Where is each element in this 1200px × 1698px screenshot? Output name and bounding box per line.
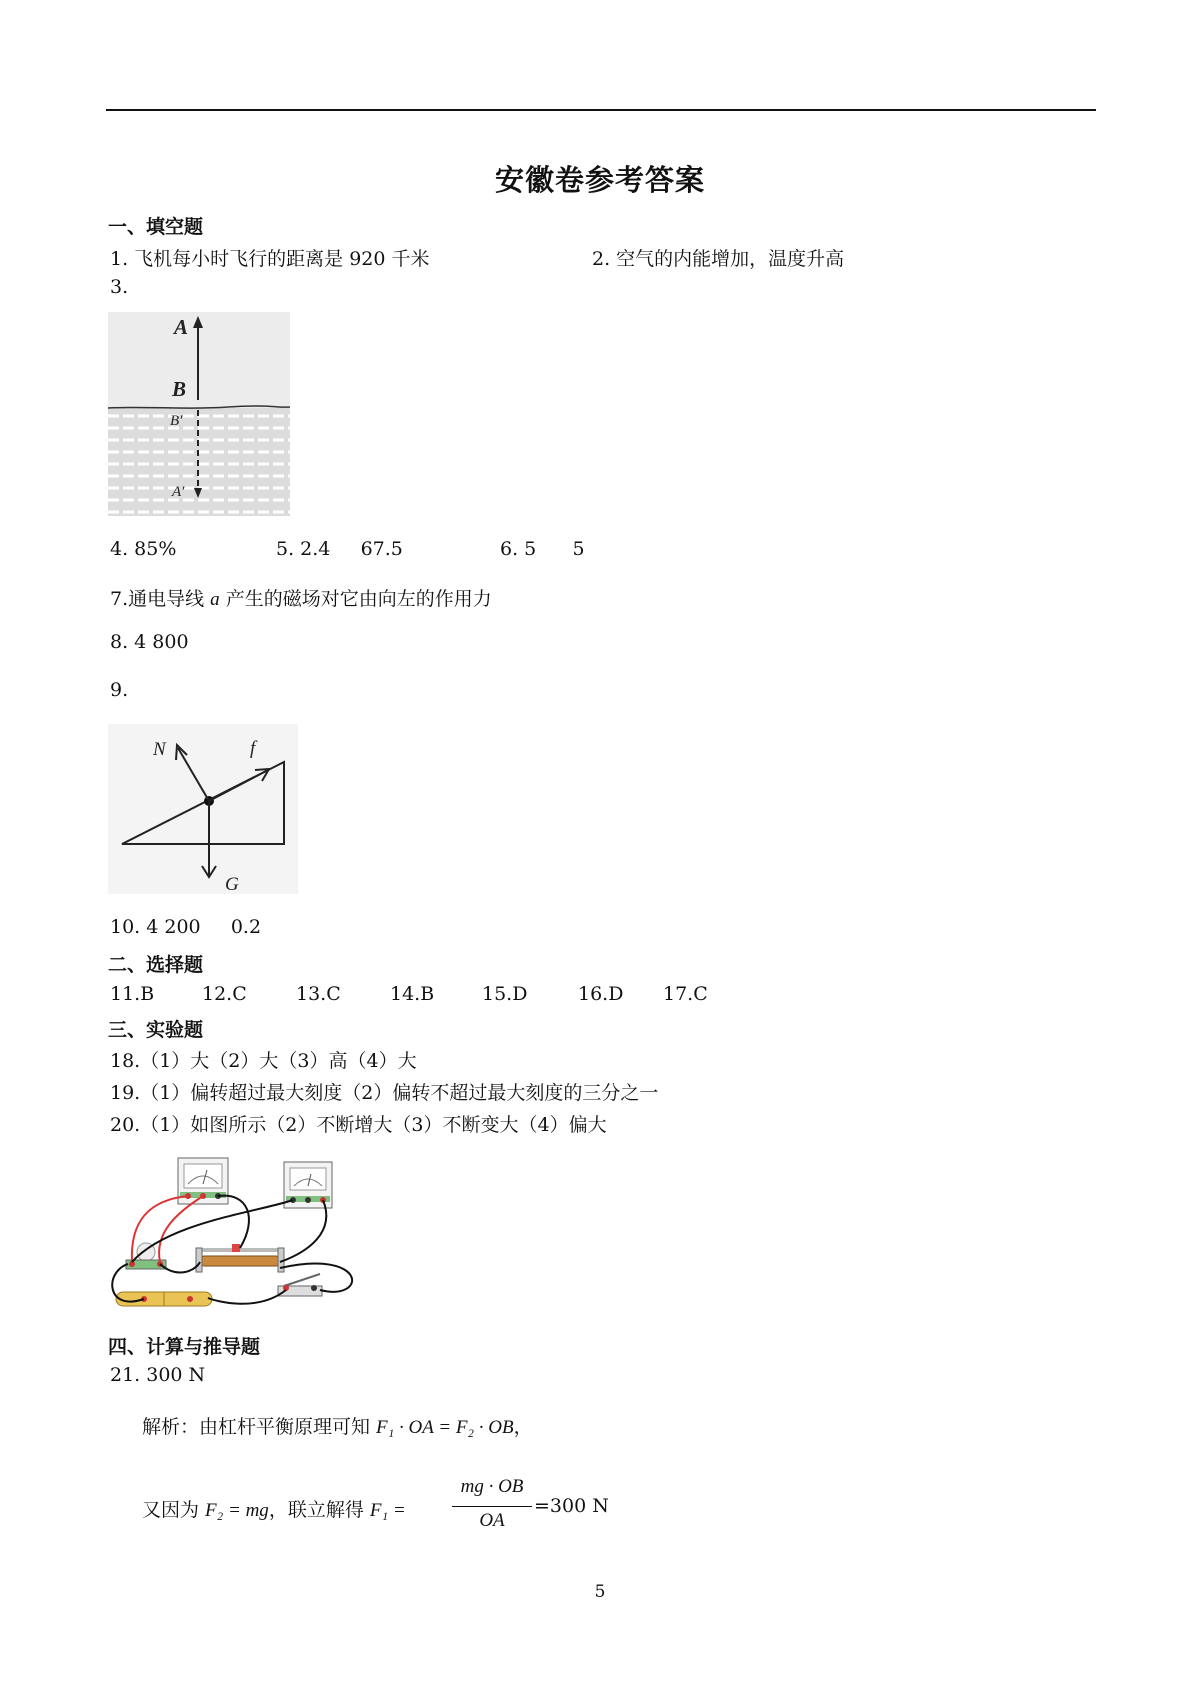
result-value: =300 N <box>534 1495 609 1517</box>
result-lhs: F₁ = <box>369 1500 406 1521</box>
answer-q20: 20.（1）如图所示（2）不断增大（3）不断变大（4）偏大 <box>110 1114 607 1136</box>
solution-line-2-mid: ，联立解得 <box>268 1499 370 1521</box>
header-rule <box>106 109 1096 111</box>
choice-answer: 17.C <box>663 983 708 1005</box>
figure-q20-circuit <box>108 1152 368 1320</box>
answer-q3-label: 3. <box>110 276 129 298</box>
solution-line-1-punct: ， <box>513 1416 533 1438</box>
label-A: A <box>174 315 189 339</box>
label-A-prime: A′ <box>172 484 185 500</box>
answer-q7-suffix: 产生的磁场对它由向左的作用力 <box>219 588 492 610</box>
answer-q2: 2. 空气的内能增加，温度升高 <box>592 248 845 270</box>
section-heading-choice: 二、选择题 <box>108 954 204 976</box>
choice-answer: 12.C <box>202 983 247 1005</box>
label-N: N <box>153 739 166 760</box>
fraction-numerator: mg · OB <box>460 1476 524 1497</box>
answer-q4: 4. 85% <box>110 538 177 560</box>
lever-equation: F₁ · OA = F₂ · OB <box>376 1417 514 1438</box>
result-fraction <box>452 1476 532 1536</box>
fraction-bar <box>452 1506 532 1507</box>
answer-q18: 18.（1）大（2）大（3）高（4）大 <box>110 1050 417 1072</box>
fraction-denominator: OA <box>479 1510 505 1531</box>
solution-line-2-text: 又因为 <box>142 1499 206 1521</box>
solution-line-1 <box>142 1412 533 1439</box>
label-B-prime: B′ <box>170 413 183 429</box>
solution-line-2 <box>142 1495 406 1522</box>
answer-q1: 1. 飞机每小时飞行的距离是 920 千米 <box>110 248 430 270</box>
battery-icon <box>116 1292 212 1306</box>
figure-q9-incline-forces <box>108 724 298 894</box>
label-G: G <box>225 874 239 894</box>
choice-answer: 16.D <box>578 983 624 1005</box>
answer-q7 <box>110 584 492 611</box>
section-heading-fill: 一、填空题 <box>108 216 204 238</box>
page-number: 5 <box>594 1582 606 1602</box>
answer-q5: 5. 2.4 67.5 <box>276 538 403 560</box>
choice-answer: 14.B <box>390 983 435 1005</box>
answer-q7-variable: a <box>210 589 220 610</box>
choice-answer: 11.B <box>110 983 155 1005</box>
label-B: B <box>172 377 187 401</box>
answer-q9-label: 9. <box>110 679 129 701</box>
answer-q19: 19.（1）偏转超过最大刻度（2）偏转不超过最大刻度的三分之一 <box>110 1082 659 1104</box>
switch-icon <box>278 1274 322 1296</box>
answer-q8: 8. 4 800 <box>110 631 189 653</box>
rheostat-icon <box>196 1244 284 1272</box>
answer-q10: 10. 4 200 0.2 <box>110 916 262 938</box>
answer-q6: 6. 5 5 <box>500 538 585 560</box>
weight-equation: F₂ = mg <box>205 1500 269 1521</box>
solution-line-1-text: 解析：由杠杆平衡原理可知 <box>142 1416 377 1438</box>
answer-q21: 21. 300 N <box>110 1364 206 1386</box>
section-heading-experiment: 三、实验题 <box>108 1019 204 1041</box>
choice-answer: 15.D <box>482 983 528 1005</box>
figure-q3-refraction <box>108 312 290 516</box>
section-heading-calc: 四、计算与推导题 <box>108 1336 261 1358</box>
choice-answer: 13.C <box>296 983 341 1005</box>
label-f: f <box>250 738 256 759</box>
page-title: 安徽卷参考答案 <box>494 163 705 197</box>
answer-q7-prefix: 7.通电导线 <box>110 588 211 610</box>
